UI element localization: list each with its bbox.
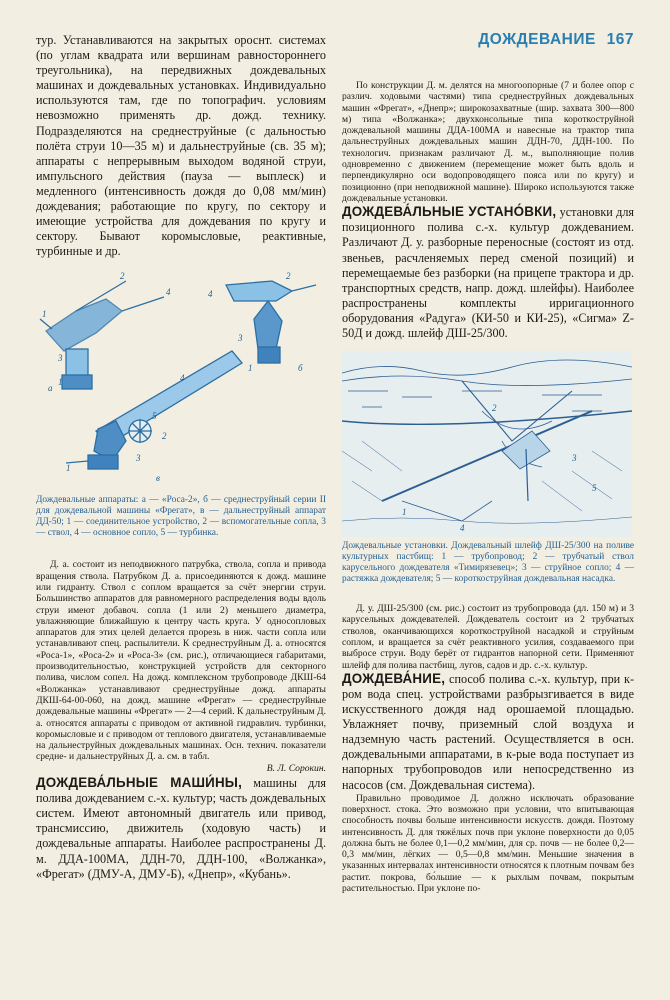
svg-text:1: 1 [248, 363, 253, 374]
sprinkler-installation-illustration [342, 351, 632, 537]
section-title: ДОЖДЕВАНИЕ [478, 31, 596, 48]
entry-term: ДОЖДЕВА́ЛЬНЫЕ УСТАНО́ВКИ, [342, 204, 557, 220]
paragraph: Д. а. состоит из неподвижного патрубка, ствола, сопла и привода вращения ствола. Патрубком Д. а. присоединяются к дожд. машине или гидранту. Ствол с соплом вращается за счёт энергии струи. Большинство аппаратов для равномерного распределения воды вдоль струи имеют добавоч. сопла (1 или 2) меньшего диаметра, увлажняющие ближайшую к центру часть круга. У односопловых аппаратов для этих целей делается прорезь в ниж. части сопла или устанавливают спец. распылители. К среднеструйным Д. а. относятся «Роса-1», «Роса-2» и «Роса-3» (см. рис.), отличающиеся габаритами, производительностью, конструкцией устройств для секторного полива, числом сопел. На дожд. комплексном трубопроводе ДКШ-64 «Волжанка» устанавливают среднеструйные дожд. аппараты ДКШ-64-00-060, на дожд. машине «Фрегат» — среднеструйные дождевальные машины «Фрегат» — 2—4 серий. К дальнеструйным Д. а. относятся аппараты с приводом от активной гидравлич. турбинки, коромысловые и с приводом от теплового двигателя, устанавливаемые на дальнеструйных дождевальных машинах. Осн. технич. показатели средне- и дальнеструйных Д. а. см. в табл. [36, 559, 326, 763]
svg-text:в: в [156, 473, 160, 484]
svg-text:2: 2 [286, 271, 291, 282]
svg-text:2: 2 [120, 271, 125, 282]
svg-text:1: 1 [58, 377, 63, 388]
svg-text:4: 4 [180, 373, 185, 384]
entry-paragraph [36, 775, 326, 882]
entry-paragraph [342, 204, 634, 341]
entry-text: способ полива с.-х. культур, при к-ром вода спец. устройствами разбрызгивается в виде искусственного дождя над орошаемой площадью. Увлажняет почву, приземный слой воздуха и надземную часть растений. Осуществляется в осн. дождевальными аппаратами, в к-рые вода поступает из напорных трубопроводов или непосредственно из насосов (см. Дождевальная система). [342, 671, 635, 792]
entry-text: установки для позиционного полива с.-х. культур дождеванием. Различают Д. у. разборные переносные (состоят из отд. звеньев, расчленяемых перед сменой позиций) и перемещаемые без разборки (на прицепе трактора и др. транспортных средств, напр. дожд. шлейфы). Наиболее распространены комплекты ирригационного оборудования «Радуга» (КИ-50 и КИ-25), «Сигма» Z-50Д и дожд. шлейф ДШ-25/300. [342, 205, 635, 341]
entry-text: машины для полива дождеванием с.-х. культур; часть дождевальных систем. Имеют автономный двигатель или привод, трансмиссию, движитель (ходовую часть) и дождевальные аппараты. Наиболее распространены Д. м. ДДА-100МА, ДДН-70, ДДН-100, «Волжанка», «Фрегат» (ДМУ-А, ДМУ-Б), «Днепр», «Кубань». [36, 776, 326, 881]
svg-text:3: 3 [238, 333, 243, 344]
entry-paragraph [342, 671, 634, 793]
svg-text:5: 5 [152, 411, 157, 422]
entry-term: ДОЖДЕВА́ЛЬНЫЕ МАШИ́НЫ, [36, 775, 243, 791]
svg-text:3: 3 [58, 353, 63, 364]
svg-text:4: 4 [166, 287, 171, 298]
svg-text:2: 2 [162, 431, 167, 442]
entry-term: ДОЖДЕВА́НИЕ, [342, 670, 446, 686]
left-column [36, 33, 326, 882]
svg-text:3: 3 [572, 453, 577, 464]
svg-text:1: 1 [402, 507, 407, 518]
figure-caption: Дождевальные установки. Дождевальный шлейф ДШ-25/300 на поливе культурных пастбищ: 1 — трубопровод; 2 — трубчатый ствол карусельного дождевателя «Тимирязевец»; 3 — струйное сопло; 4 — растяжка дождевателя; 5 — короткоструйная дождевальная насадка. [342, 541, 634, 585]
page-number: 167 [606, 31, 634, 48]
svg-text:1: 1 [66, 463, 71, 474]
right-column [342, 80, 634, 894]
sprinklers-illustration [36, 271, 326, 493]
svg-text:3: 3 [136, 453, 141, 464]
svg-text:а: а [48, 383, 53, 394]
paragraph: Д. у. ДШ-25/300 (см. рис.) состоит из трубопровода (дл. 150 м) и 3 карусельных дождевателей. Дождеватель состоит из 2 трубчатых стволов, оканчивающихся короткоструйной насадкой и струйным соплом, и вращается за счёт реактивного усилия, создаваемого при выбросе струи. Воду берёт от гидрантов напорной сети. Применяют шлейф для полива пастбищ, лугов, садов и др. с.-х. культур. [342, 603, 634, 671]
svg-text:5: 5 [592, 483, 597, 494]
figure-caption: Дождевальные аппараты: а — «Роса-2», б — среднеструйный серии II для дождевальной машины «Фрегат», в — дальнеструйный аппарат ДД-50; 1 — соединительное устройство, 2 — вспомогательные сопла, 3 — ствол, 4 — основное сопло, 5 — турбинка. [36, 495, 326, 539]
page-header [478, 31, 634, 49]
author-signature: В. Л. Сорокин. [266, 762, 326, 774]
svg-text:1: 1 [42, 309, 47, 320]
paragraph: По конструкции Д. м. делятся на многоопорные (7 и более опор с различ. ходовыми частями) типа среднеструйных дождевальных машин «Фрегат», «Днепр»; широкозахватные (шир. захвата 300—800 м) типа «Волжанка»; двухконсольные типа короткоструйной дождевальной машины ДДА-100МА и навесные на трактор типа дальнеструйных дождевальных машин ДДН-70, ДДН-100. По технологич. признакам различают Д. м., выполняющие полив одновременно с движением (перемещение может быть вдоль и перпендикулярно оси водопроводящего пояса или по кругу) и позиционно (при неподвижной машине). Широко используются также дождевальные установки. [342, 80, 634, 204]
svg-text:б: б [298, 363, 303, 374]
svg-text:4: 4 [208, 289, 213, 300]
paragraph: тур. Устанавливаются на закрытых ороснт. системах (по углам квадрата или вершинам равностороннего треугольника), на передвижных дождевальных машинах и дождевальных установках. Индивидуально используются там, где по топографич. условиям невозможно применять др. дожд. технику. Подразделяются на среднеструйные (с дальностью полёта струи 10—35 м) и дальнеструйные (св. 35 м); аппараты с непрерывным выходом водяной струи, импульсного действия (пауза — выплеск) и медленного (интенсивность дождя до 0,08 мм/мин) дождевания; работающие по кругу, по сектору и имеющие устройства для дождевания по кругу и сектору. Бывают коромысловые, реактивные, турбинные и др. [36, 33, 326, 259]
paragraph: Правильно проводимое Д. должно исключать образование поверхност. стока. Это возможно при условии, что впитывающая способность почвы больше интенсивности искусств. дождя. Поэтому интенсивность Д. для тяжёлых почв при уклоне поверхности до 0,05 должна быть не более 0,1—0,2 мм/мин, для ср. почв — не более 0,2—0,3 мм/мин, лёгких — 0,5—0,8 мм/мин. Меньшие значения в указанных интервалах интенсивности относятся к плотным почвам без растит. покрова, бо́льшие — к рыхлым почвам, покрытым растительностью. При уклоне по- [342, 792, 634, 895]
svg-text:4: 4 [460, 523, 465, 534]
svg-text:2: 2 [492, 403, 497, 414]
